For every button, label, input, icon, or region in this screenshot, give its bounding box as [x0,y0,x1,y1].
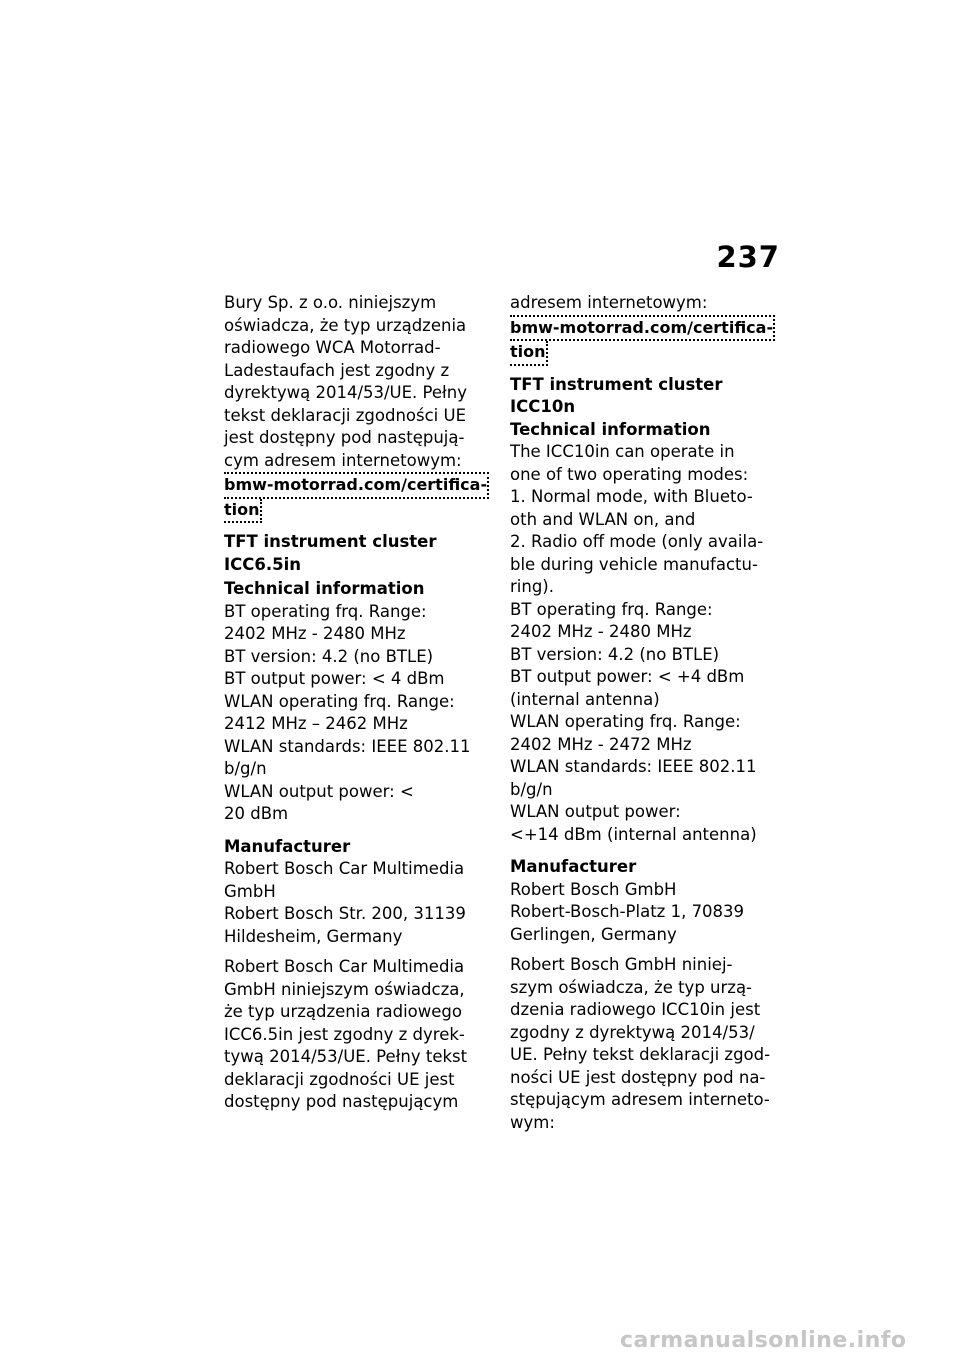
spec-line: 20 dBm [224,804,289,823]
text-line: GmbH niniejszym oświadcza, [224,979,465,999]
spec-line: BT output power: < +4 dBm [510,667,745,686]
spec-line: BT operating frq. Range: [510,599,713,619]
certification-link[interactable] [510,315,778,366]
text-line: GmbH [224,881,276,901]
right-manufacturer [510,879,778,947]
spec-line: WLAN standards: IEEE 802.11 [224,736,471,756]
text-line: oth and WLAN on, and [510,509,696,529]
text-line: jest dostępny pod następują- [224,428,465,447]
text-line: że typ urządzenia radiowego [224,1002,462,1021]
text-line: 2. Radio off mode (only availa- [510,532,764,551]
section-heading [224,531,492,576]
text-line: Robert Bosch GmbH niniej- [510,955,733,974]
right-modes [510,441,778,599]
right-declaration [510,954,778,1134]
spec-line: BT version: 4.2 (no BTLE) [510,644,720,664]
text-line: tywą 2014/53/UE. Pełny tekst [224,1047,468,1066]
text-line: tekst deklaracji zgodności UE [224,405,466,425]
text-line: one of two operating modes: [510,464,749,484]
spec-line: <+14 dBm (internal antenna) [510,824,757,844]
spec-line: WLAN operating frq. Range: [224,691,455,711]
heading-line: ICC10n [510,397,576,416]
spec-line: WLAN output power: [510,802,681,821]
spec-line: BT version: 4.2 (no BTLE) [224,646,434,666]
spec-line: 2412 MHz – 2462 MHz [224,714,408,733]
link-line[interactable]: bmw-motorrad.com/certifica- [224,472,489,499]
spec-line: b/g/n [224,759,267,778]
link-line[interactable]: bmw-motorrad.com/certifica- [510,315,775,342]
left-declaration [224,956,492,1114]
spec-line: WLAN operating frq. Range: [510,712,741,731]
spec-line: 2402 MHz - 2480 MHz [224,624,406,643]
text-line: Hildesheim, Germany [224,926,403,946]
text-line: dzenia radiowego ICC10in jest [510,1000,761,1019]
text-line: cym adresem internetowym: [224,450,462,470]
right-specs [510,599,778,847]
left-manufacturer [224,858,492,948]
text-line: dostępny pod następującym [224,1092,459,1111]
right-intro-paragraph [510,292,778,315]
heading-line: ICC6.5in [224,554,301,574]
text-line: dyrektywą 2014/53/UE. Pełny [224,383,467,402]
link-line[interactable]: tion [510,341,548,366]
spec-line: BT output power: < 4 dBm [224,669,445,688]
manufacturer-heading: Manufacturer [224,836,351,856]
text-line: ring). [510,577,554,596]
text-line: UE. Pełny tekst deklaracji zgod- [510,1045,771,1064]
text-line: Robert Bosch GmbH [510,879,677,899]
text-line: 1. Normal mode, with Blueto- [510,487,753,506]
text-line: Bury Sp. z o.o. niniejszym [224,293,437,312]
left-column [224,292,492,1114]
text-line: ble during vehicle manufactu- [510,554,758,574]
text-line: oświadcza, że typ urządzenia [224,315,467,335]
spec-line: b/g/n [510,779,553,799]
link-line[interactable]: tion [224,499,262,524]
text-line: Robert Bosch Car Multimedia [224,859,465,878]
manufacturer-heading: Manufacturer [510,857,637,876]
subheading-technical-information: Technical information [224,579,425,598]
spec-line: 2402 MHz - 2480 MHz [510,622,692,641]
heading-line: TFT instrument cluster [224,532,437,551]
watermark-footer: carmanualsonline.info [620,1328,907,1353]
text-line: zgodny z dyrektywą 2014/53/ [510,1022,755,1042]
text-line: Ladestaufach jest zgodny z [224,360,450,380]
right-column [510,292,778,1134]
text-line: Robert Bosch Car Multimedia [224,957,465,976]
text-line: deklaracji zgodności UE jest [224,1069,455,1089]
text-line: ICC6.5in jest zgodny z dyrek- [224,1024,465,1044]
text-line: Gerlingen, Germany [510,924,677,944]
spec-line: 2402 MHz - 2472 MHz [510,734,692,754]
text-line: szym oświadcza, że typ urzą- [510,977,753,997]
spec-line: (internal antenna) [510,689,660,709]
left-intro-paragraph [224,292,492,472]
text-line: Robert Bosch Str. 200, 31139 [224,904,466,923]
spec-line: WLAN output power: < [224,781,414,801]
left-specs [224,601,492,826]
text-line: The ICC10in can operate in [510,442,735,461]
text-line: radiowego WCA Motorrad- [224,338,441,357]
section-heading [510,374,778,419]
subheading-technical-information: Technical information [510,419,711,439]
text-line: stępującym adresem interneto- [510,1090,770,1109]
text-line: wym: [510,1112,555,1132]
text-line: Robert-Bosch-Platz 1, 70839 [510,902,745,921]
text-line: adresem internetowym: [510,293,708,312]
heading-line: TFT instrument cluster [510,374,723,394]
spec-line: BT operating frq. Range: [224,601,427,621]
page-number: 237 [716,240,780,274]
text-line: ności UE jest dostępny pod na- [510,1067,766,1087]
certification-link[interactable] [224,472,492,523]
spec-line: WLAN standards: IEEE 802.11 [510,757,757,776]
